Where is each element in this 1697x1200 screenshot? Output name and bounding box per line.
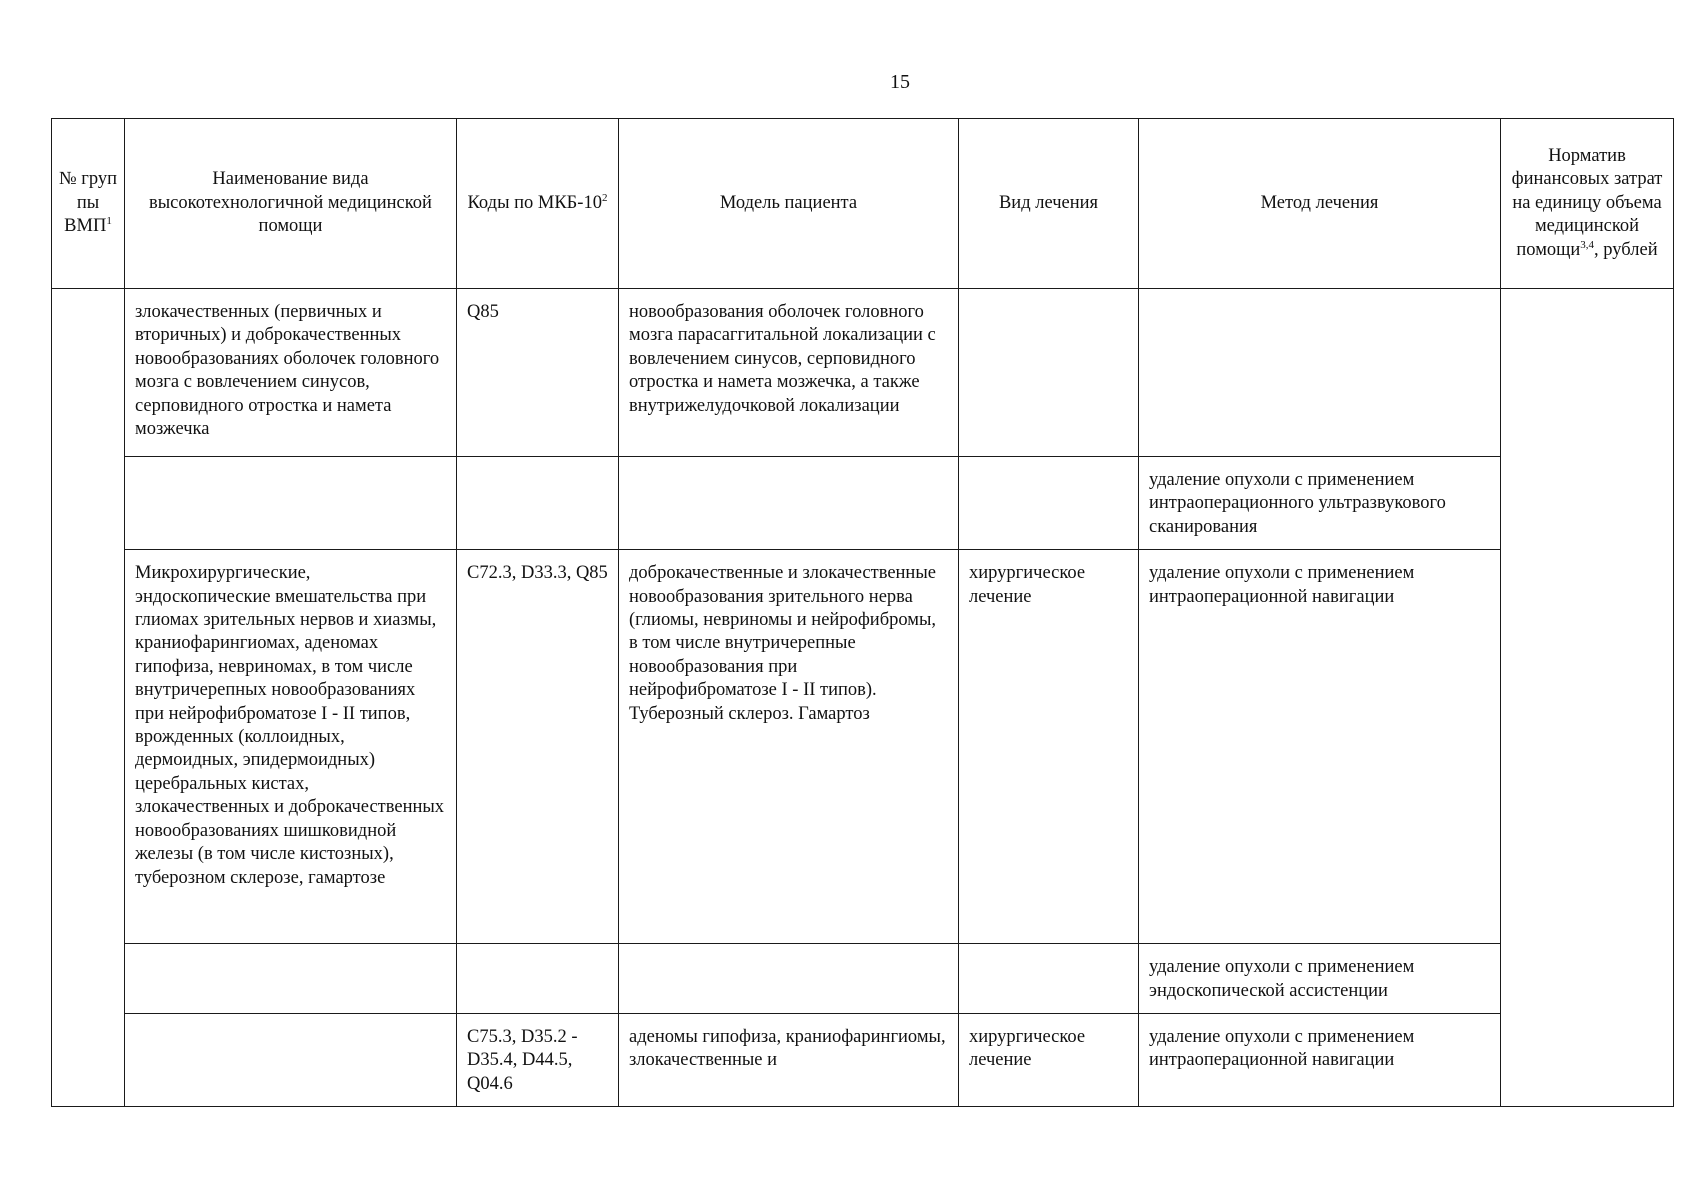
table-header-row	[52, 119, 1674, 289]
treatment-type-cell: хирургическое лечение	[959, 550, 1139, 944]
treatment-type-cell	[959, 944, 1139, 1014]
care-type-name-cell	[125, 944, 457, 1014]
cost-standard-cell	[1501, 289, 1674, 1107]
group-number-cell	[52, 289, 125, 1107]
treatment-method-cell: удаление опухоли с применением интраоперационного ультразвукового сканирования	[1139, 457, 1501, 550]
care-type-name-cell: злокачественных (первичных и вторичных) и доброкачественных новообразованиях оболочек головного мозга с вовлечением синусов, серповидного отростка и намета мозжечка	[125, 289, 457, 457]
icd-codes-cell	[457, 457, 619, 550]
icd-codes-cell	[457, 944, 619, 1014]
care-type-name-cell	[125, 1014, 457, 1107]
table-row	[52, 944, 1674, 1014]
table-row	[52, 289, 1674, 457]
patient-model-cell: аденомы гипофиза, краниофарингиомы, злокачественные и	[619, 1014, 959, 1107]
treatment-method-cell: удаление опухоли с применением интраоперационной навигации	[1139, 1014, 1501, 1107]
icd-codes-cell: Q85	[457, 289, 619, 457]
header-treatment-method: Метод лечения	[1139, 119, 1501, 289]
header-group-number: № груп пы ВМП$^1$	[52, 119, 125, 289]
table-row	[52, 457, 1674, 550]
treatment-type-cell	[959, 289, 1139, 457]
header-icd-codes: Коды по МКБ-$10^2$	[457, 119, 619, 289]
header-patient-model: Модель пациента	[619, 119, 959, 289]
treatment-method-cell: удаление опухоли с применением интраоперационной навигации	[1139, 550, 1501, 944]
patient-model-cell: доброкачественные и злокачественные новообразования зрительного нерва (глиомы, невриномы и нейрофибромы, в том числе внутричерепные новообразования при нейрофиброматозе I - II типов). Туберозный склероз. Гамартоз	[619, 550, 959, 944]
icd-codes-cell: C72.3, D33.3, Q85	[457, 550, 619, 944]
header-cost-standard: Норматив финансовых затрат на единицу объема медицинской помощи$^{3,4}$, рублей	[1501, 119, 1674, 289]
treatment-method-cell	[1139, 289, 1501, 457]
page-number: 15	[890, 71, 910, 93]
header-care-type-name: Наименование вида высокотехнологичной медицинской помощи	[125, 119, 457, 289]
patient-model-cell	[619, 457, 959, 550]
care-type-name-cell: Микрохирургические, эндоскопические вмешательства при глиомах зрительных нервов и хиазмы, краниофарингиомах, аденомах гипофиза, невриномах, в том числе внутричерепных новообразованиях при нейрофиброматозе I - II типов, врожденных (коллоидных, дермоидных, эпидермоидных) церебральных кистах, злокачественных и доброкачественных новообразованиях шишковидной железы (в том числе кистозных), туберозном склерозе, гамартозе	[125, 550, 457, 944]
table-row	[52, 1014, 1674, 1107]
treatment-type-cell	[959, 457, 1139, 550]
treatment-method-cell: удаление опухоли с применением эндоскопической ассистенции	[1139, 944, 1501, 1014]
table-row	[52, 550, 1674, 944]
header-treatment-type: Вид лечения	[959, 119, 1139, 289]
patient-model-cell	[619, 944, 959, 1014]
icd-codes-cell: C75.3, D35.2 - D35.4, D44.5, Q04.6	[457, 1014, 619, 1107]
treatment-type-cell: хирургическое лечение	[959, 1014, 1139, 1107]
patient-model-cell: новообразования оболочек головного мозга парасаггитальной локализации с вовлечением синусов, серповидного отростка и намета мозжечка, а также внутрижелудочковой локализации	[619, 289, 959, 457]
vmp-table	[51, 118, 1674, 1107]
care-type-name-cell	[125, 457, 457, 550]
